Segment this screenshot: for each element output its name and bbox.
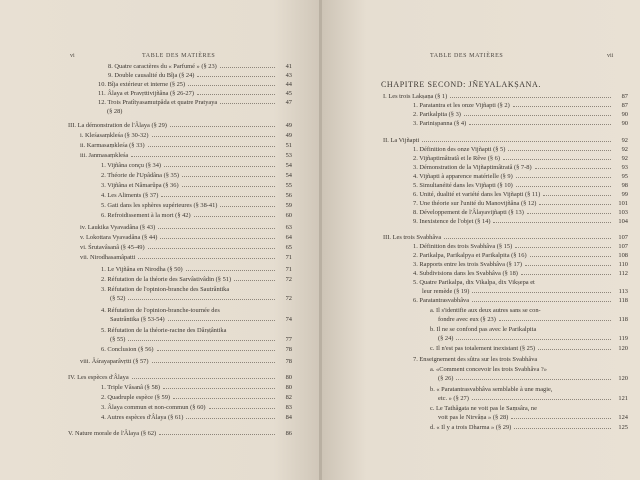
toc-entry-title: 3. Âlaya commun et non-commun (§ 60) [101, 404, 206, 411]
toc-entry-page: 118 [618, 316, 628, 323]
toc-entry-title: 4. Les Aliments (§ 37) [101, 192, 159, 199]
toc-entry-title: 3. Vijñâna et Nâmarûpa (§ 36) [101, 182, 179, 189]
chapter-title: CHAPITRE SECOND: JÑEYALAKṢANA. [381, 80, 542, 89]
dot-leader [197, 71, 275, 77]
toc-entry-title: a. Il s'identifie aux deux autres sans se con- [430, 307, 541, 314]
right-folio: vii [607, 53, 614, 59]
toc-entry-title: II. La Vijñapti [383, 137, 420, 144]
dot-leader [138, 253, 275, 259]
toc-entry-title: 6. Unité, dualité et variété dans les Vijñapti (§ 11) [413, 191, 541, 198]
toc-entry-page: 64 [285, 234, 292, 241]
toc-entry-title: 12. Trois Pratîtyasamutpâda et quatre Pratyaya [98, 99, 218, 106]
toc-entry-page: 49 [285, 122, 292, 129]
toc-entry [413, 251, 628, 260]
toc-entry-page: 118 [618, 297, 628, 304]
toc-entry [438, 413, 628, 422]
toc-entry [438, 334, 628, 343]
toc-entry [101, 265, 292, 274]
toc-entry-title: vii. Nirodhasamâpatti [80, 254, 136, 261]
toc-entry-title: v. Lokottara Vyavadâna (§ 44) [80, 234, 158, 241]
toc-entry [68, 429, 292, 438]
toc-entry [413, 154, 628, 163]
toc-entry-page: 65 [285, 244, 292, 251]
toc-entry [101, 275, 292, 284]
toc-entry [430, 423, 628, 432]
toc-entry [101, 161, 292, 170]
toc-entry-page: 74 [285, 316, 292, 323]
toc-entry [101, 191, 292, 200]
toc-entry [80, 141, 292, 150]
toc-entry [80, 233, 292, 242]
dot-leader [499, 315, 611, 321]
toc-entry-title: ii. Karmasaṃkleśa (§ 33) [80, 142, 145, 149]
toc-entry-page: 108 [618, 252, 628, 259]
toc-entry [101, 181, 292, 190]
toc-entry-title: (§ 24) [438, 335, 454, 342]
right-page [322, 0, 640, 480]
dot-leader [444, 233, 611, 239]
toc-entry-title: (§ 55) [110, 336, 126, 343]
toc-entry-title: 2. Parikalpita (§ 3) [413, 111, 461, 118]
dot-leader [535, 163, 611, 169]
toc-entry-page: 119 [618, 335, 628, 342]
toc-entry-page: 43 [285, 72, 292, 79]
dot-leader [152, 357, 276, 363]
toc-entry [413, 296, 628, 305]
dot-leader [539, 199, 611, 205]
toc-entry-title: IV. Les espèces d'Âlaya [68, 374, 129, 381]
dot-leader [472, 287, 611, 293]
toc-entry [438, 394, 628, 403]
toc-entry-page: 83 [285, 404, 292, 411]
toc-entry-title: 2. Théorie de l'Upâdâna (§ 35) [101, 172, 180, 179]
dot-leader [513, 101, 611, 107]
toc-entry [413, 145, 628, 154]
toc-entry [383, 136, 628, 145]
toc-entry [101, 403, 292, 412]
toc-entry [413, 110, 628, 119]
dot-leader [152, 131, 275, 137]
toc-entry-page: 78 [285, 346, 292, 353]
toc-entry-title: 6. Conclusion (§ 56) [101, 346, 154, 353]
toc-entry-title: leur remède (§ 19) [422, 288, 470, 295]
dot-leader [186, 265, 275, 271]
toc-entry-title: b. « Paratantrasvabhâva semblable à une magie, [430, 386, 553, 393]
toc-entry-title: 9. Inexistence de l'objet (§ 14) [413, 218, 491, 225]
toc-entry [413, 208, 628, 217]
toc-entry-page: 92 [621, 137, 628, 144]
toc-entry-page: 71 [285, 254, 292, 261]
dot-leader [220, 98, 275, 104]
toc-entry [383, 233, 628, 242]
dot-leader [503, 154, 611, 160]
toc-entry-title: 5. Réfutation de la théorie-racine des Dârṣṭântika [101, 327, 227, 334]
dot-leader [469, 119, 611, 125]
toc-entry [101, 211, 292, 220]
dot-leader [450, 92, 611, 98]
toc-entry [413, 163, 628, 172]
toc-entry-page: 80 [285, 374, 292, 381]
toc-entry-title: fondre avec eux (§ 23) [438, 316, 496, 323]
toc-entry-page: 107 [618, 234, 628, 241]
toc-entry [101, 393, 292, 402]
toc-entry [68, 121, 292, 130]
toc-entry-title: 1. Définition des trois Svabhâva (§ 15) [413, 243, 513, 250]
toc-entry-title: 5. Quatre Parikalpa, dix Vikalpa, dix Vikṣepa et [413, 279, 535, 286]
dot-leader [194, 211, 275, 217]
dot-leader [456, 374, 611, 380]
toc-entry [430, 344, 628, 353]
toc-entry-title: a. «Comment concevoir les trois Svabhâva ?» [430, 366, 547, 373]
toc-entry-title: 4. Réfutation de l'opinion-branche-tournée des [101, 307, 220, 314]
dot-leader [132, 373, 275, 379]
dot-leader [182, 181, 275, 187]
toc-entry-page: 113 [618, 288, 628, 295]
left-running-header: TABLE DES MATIÈRES [142, 53, 216, 59]
toc-entry-title: voit pas le Nirvâṇa » (§ 28) [438, 414, 509, 421]
toc-entry-title: 2. Vijñaptimâtratâ et le Rêve (§ 6) [413, 155, 500, 162]
toc-entry [430, 306, 628, 315]
toc-entry-page: 84 [285, 414, 292, 421]
toc-entry-title: b. Il ne se confond pas avec le Parikalpita [430, 326, 537, 333]
toc-entry-title: 5. Simultanéité dans les Vijñapti (§ 10) [413, 182, 513, 189]
dot-leader [128, 335, 275, 341]
toc-entry [430, 365, 628, 374]
toc-entry-title: 10. Bîja extérieur et interne (§ 25) [98, 81, 186, 88]
toc-entry-title: 8. Développement de l'Âlayavijñapti (§ 13) [413, 209, 524, 216]
toc-entry-title: c. Il n'est pas totalement inexistant (§ 25) [430, 345, 536, 352]
toc-entry [101, 326, 292, 335]
toc-entry-page: 104 [618, 218, 628, 225]
toc-entry [98, 80, 292, 89]
dot-leader [188, 80, 275, 86]
toc-entry-page: 124 [618, 414, 628, 421]
toc-entry [101, 201, 292, 210]
toc-entry [438, 315, 628, 324]
dot-leader [472, 296, 611, 302]
toc-entry-title: 5. Gati dans les sphères supérieures (§ 38-41) [101, 202, 218, 209]
toc-entry-page: 60 [285, 212, 292, 219]
toc-entry [101, 306, 292, 315]
dot-leader [160, 233, 275, 239]
toc-entry-page: 41 [285, 63, 292, 70]
toc-entry-page: 87 [621, 93, 628, 100]
toc-entry-title: III. Les trois Svabhâva [383, 234, 442, 241]
dot-leader [516, 181, 611, 187]
dot-leader [472, 394, 611, 400]
toc-entry-title: 1. Vijñâna conçu (§ 34) [101, 162, 162, 169]
dot-leader [182, 171, 275, 177]
toc-entry-page: 120 [618, 375, 628, 382]
toc-entry [413, 181, 628, 190]
toc-entry-title: III. La démonstration de l'Âlaya (§ 29) [68, 122, 167, 129]
toc-entry-page: 56 [285, 192, 292, 199]
toc-entry-title: 3. Réfutation de l'opinion-branche des Sautrântika [101, 286, 230, 293]
toc-entry-title: 2. Parikalpa, Parikalpya et Parikalpita (§ 16) [413, 252, 527, 259]
toc-entry-title: 8. Quatre caractères du « Parfumé » (§ 23) [108, 63, 217, 70]
dot-leader [422, 136, 611, 142]
dot-leader [511, 413, 611, 419]
toc-entry-page: 92 [621, 146, 628, 153]
toc-entry-title: 6. Refroidissement à la mort (§ 42) [101, 212, 191, 219]
dot-leader [168, 315, 275, 321]
toc-entry [80, 223, 292, 232]
dot-leader [521, 269, 611, 275]
dot-leader [159, 429, 275, 435]
toc-entry-title: d. « Il y a trois Dharma » (§ 29) [430, 424, 512, 431]
toc-entry-title: viii. Âśrayaparâvṛtti (§ 57) [80, 358, 149, 365]
toc-entry-title: 11. Âlaya et Pravṛttivijñâna (§ 26-27) [98, 90, 194, 97]
dot-leader [164, 161, 275, 167]
toc-entry [101, 285, 292, 294]
toc-entry [430, 404, 628, 413]
toc-entry-title: (§ 52) [110, 295, 126, 302]
toc-entry-page: 121 [618, 395, 628, 402]
toc-entry [422, 287, 628, 296]
toc-entry [413, 269, 628, 278]
toc-entry-page: 55 [285, 182, 292, 189]
toc-entry-title: 4. Subdivisions dans les Svabhâva (§ 18) [413, 270, 518, 277]
toc-entry-title: (§ 26) [438, 375, 454, 382]
toc-entry-page: 77 [285, 336, 292, 343]
toc-entry-title: 7. Enseignement des sûtra sur les trois Svabhâva [413, 356, 538, 363]
dot-leader [543, 190, 611, 196]
left-folio: vi [70, 53, 75, 59]
toc-entry [383, 92, 628, 101]
dot-leader [170, 121, 275, 127]
toc-entry-title: vi. Śrutavâsanâ (§ 45-49) [80, 244, 145, 251]
toc-entry-title: iv. Laukika Vyavadâna (§ 43) [80, 224, 156, 231]
toc-entry-title: 3. Rapports entre les trois Svabhâva (§ 17) [413, 261, 522, 268]
toc-entry-page: 107 [618, 243, 628, 250]
dot-leader [148, 141, 275, 147]
toc-entry [413, 190, 628, 199]
toc-entry [413, 199, 628, 208]
dot-leader [515, 242, 611, 248]
toc-entry-title: I. Les trois Lakṣaṇa (§ 1) [383, 93, 448, 100]
dot-leader [516, 172, 611, 178]
dot-leader [173, 393, 275, 399]
toc-entry [101, 345, 292, 354]
toc-entry-page: 110 [618, 261, 628, 268]
toc-entry-title: (§ 28) [107, 108, 123, 115]
toc-entry-title: iii. Janmasaṃkleśa [80, 152, 129, 159]
toc-entry-page: 72 [285, 276, 292, 283]
toc-entry-page: 63 [285, 224, 292, 231]
toc-entry [110, 294, 292, 303]
toc-entry [110, 315, 292, 324]
dot-leader [527, 208, 611, 214]
dot-leader [197, 89, 275, 95]
toc-entry-page: 82 [285, 394, 292, 401]
toc-entry-page: 87 [621, 102, 628, 109]
toc-entry-page: 47 [285, 99, 292, 106]
toc-entry [80, 151, 292, 160]
toc-entry [413, 217, 628, 226]
toc-entry-page: 53 [285, 152, 292, 159]
right-running-header: TABLE DES MATIÈRES [430, 53, 504, 59]
toc-entry-title: i. Kleśasaṃkleśa (§ 30-32) [80, 132, 149, 139]
dot-leader [209, 403, 275, 409]
toc-entry [80, 357, 292, 366]
toc-entry-page: 98 [621, 182, 628, 189]
dot-leader [508, 145, 611, 151]
toc-entry [68, 373, 292, 382]
toc-entry-title: 3. Démonstration de la Vijñaptimâtratâ (§ 7-8) [413, 164, 532, 171]
toc-entry [108, 71, 292, 80]
dot-leader [161, 191, 275, 197]
toc-entry-page: 80 [285, 384, 292, 391]
toc-entry-title: 2. Réfutation de la théorie des Sarvâstivâdin (§ 51) [101, 276, 232, 283]
dot-leader [456, 334, 611, 340]
dot-leader [148, 243, 275, 249]
dot-leader [158, 223, 275, 229]
toc-entry-page: 99 [621, 191, 628, 198]
toc-entry [413, 101, 628, 110]
dot-leader [234, 275, 275, 281]
toc-entry-title: 1. Paratantra et les onze Vijñapti (§ 2) [413, 102, 510, 109]
toc-entry-title: Sautrântika (§ 53-54) [110, 316, 165, 323]
toc-entry [413, 260, 628, 269]
toc-entry-page: 103 [618, 209, 628, 216]
toc-entry-title: etc. » (§ 27) [438, 395, 469, 402]
dot-leader [157, 345, 275, 351]
dot-leader [538, 344, 611, 350]
dot-leader [163, 383, 275, 389]
toc-entry [101, 171, 292, 180]
toc-entry [430, 385, 628, 394]
toc-entry-page: 71 [285, 266, 292, 273]
toc-entry [107, 107, 292, 116]
toc-entry [80, 131, 292, 140]
dot-leader [525, 260, 611, 266]
toc-entry-page: 93 [621, 164, 628, 171]
toc-entry-page: 90 [621, 120, 628, 127]
toc-entry-title: 1. Triple Vâsanâ (§ 58) [101, 384, 160, 391]
toc-entry [101, 383, 292, 392]
toc-entry [413, 119, 628, 128]
toc-entry-page: 86 [285, 430, 292, 437]
dot-leader [186, 413, 275, 419]
toc-entry-title: 7. Une théorie sur l'unité du Manovijñâna (§ 12) [413, 200, 537, 207]
toc-entry-title: 1. Le Vijñâna en Nirodha (§ 50) [101, 266, 183, 273]
toc-entry-page: 120 [618, 345, 628, 352]
toc-entry-page: 54 [285, 172, 292, 179]
toc-entry [98, 89, 292, 98]
toc-entry-page: 78 [285, 358, 292, 365]
toc-entry [108, 62, 292, 71]
toc-entry-title: 9. Double causalité du Bîja (§ 24) [108, 72, 195, 79]
toc-entry-title: 1. Définition des onze Vijñapti (§ 5) [413, 146, 506, 153]
toc-entry-page: 112 [618, 270, 628, 277]
toc-entry-page: 44 [285, 81, 292, 88]
toc-entry-page: 72 [285, 295, 292, 302]
toc-entry-page: 45 [285, 90, 292, 97]
toc-entry [413, 355, 628, 364]
toc-entry-title: 2. Quadruple espèce (§ 59) [101, 394, 171, 401]
toc-entry [80, 253, 292, 262]
toc-entry-page: 95 [621, 173, 628, 180]
dot-leader [220, 62, 275, 68]
toc-entry-title: 4. Vijñapti à apparence matérielle (§ 9) [413, 173, 513, 180]
toc-entry [110, 335, 292, 344]
dot-leader [530, 251, 611, 257]
toc-entry-page: 92 [621, 155, 628, 162]
toc-entry [413, 278, 628, 287]
dot-leader [131, 151, 275, 157]
toc-entry-title: 4. Autres espèces d'Âlaya (§ 61) [101, 414, 184, 421]
toc-entry [80, 243, 292, 252]
toc-entry-page: 54 [285, 162, 292, 169]
toc-entry-page: 51 [285, 142, 292, 149]
toc-entry-page: 90 [621, 111, 628, 118]
toc-entry-page: 59 [285, 202, 292, 209]
toc-entry [430, 325, 628, 334]
toc-entry [413, 242, 628, 251]
dot-leader [514, 423, 611, 429]
toc-entry-page: 101 [618, 200, 628, 207]
toc-entry-title: c. Le Tathâgata ne voit pas le Saṃsâra, ne [430, 405, 537, 412]
toc-entry-title: 6. Paratantrasvabhâva [413, 297, 470, 304]
toc-entry [98, 98, 292, 107]
dot-leader [464, 110, 611, 116]
toc-entry-page: 49 [285, 132, 292, 139]
toc-entry [101, 413, 292, 422]
dot-leader [493, 217, 611, 223]
toc-entry-title: V. Nature morale de l'Âlaya (§ 62) [68, 430, 157, 437]
toc-entry [438, 374, 628, 383]
toc-entry-title: 3. Pariniṣpanna (§ 4) [413, 120, 467, 127]
toc-entry-page: 125 [618, 424, 628, 431]
toc-entry [413, 172, 628, 181]
dot-leader [128, 294, 275, 300]
dot-leader [220, 201, 275, 207]
